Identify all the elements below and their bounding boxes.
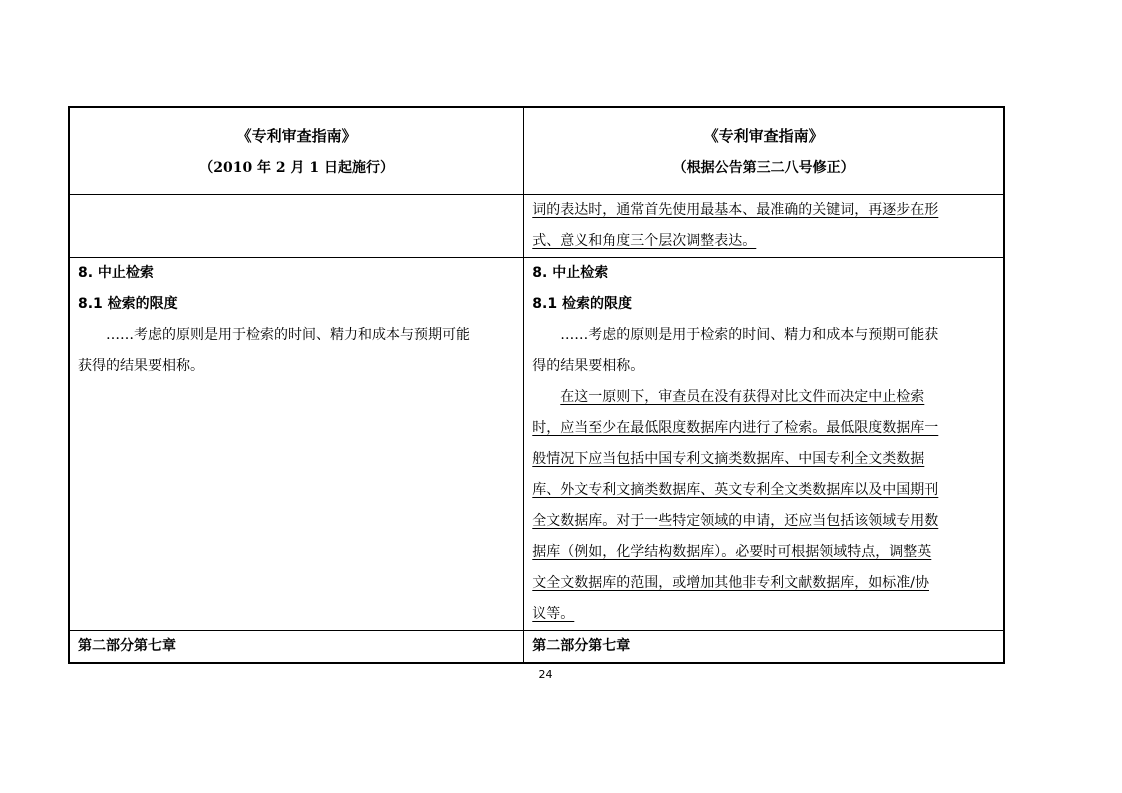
continuation-line: 式、意义和角度三个层次调整表达。 [532,233,757,249]
section-heading: 8. 中止检索 [532,265,609,281]
table-header-row [69,107,1004,195]
left-header-cell [69,107,524,195]
right-header-title: 《专利审查指南》 [703,127,824,145]
subsection-heading: 8.1 检索的限度 [532,296,632,312]
added-paragraph-line: 据库（例如，化学结构数据库）。必要时可根据领域特点，调整英 [532,544,932,560]
paragraph-line: ……考虑的原则是用于检索的时间、精力和成本与预期可能 [106,327,470,343]
right-header-cell [524,107,1004,195]
paragraph-line: 得的结果要相称。 [532,358,645,374]
continuation-line: 词的表达时，通常首先使用最基本、最准确的关键词，再逐步在形 [532,202,939,218]
table-row [69,258,1004,631]
added-paragraph-line: 全文数据库。对于一些特定领域的申请，还应当包括该领域专用数 [532,513,939,529]
left-cell-empty [69,195,524,258]
table-row [69,631,1004,664]
left-cell-section [69,258,524,631]
right-cell-part-label [524,631,1004,664]
added-paragraph-line: 般情况下应当包括中国专利文摘类数据库、中国专利全文类数据 [532,451,925,467]
right-cell-continuation [524,195,1004,258]
part-chapter-label: 第二部分第七章 [532,638,631,654]
added-paragraph-line: 库、外文专利文摘类数据库、英文专利全文类数据库以及中国期刊 [532,482,939,498]
comparison-table [68,106,1005,664]
right-cell-section [524,258,1004,631]
added-paragraph-line: 议等。 [532,606,575,622]
paragraph-line: ……考虑的原则是用于检索的时间、精力和成本与预期可能获 [560,327,939,343]
left-header-subtitle: （2010 年 2 月 1 日起施行） [199,160,395,176]
section-heading: 8. 中止检索 [78,265,154,281]
table-row [69,195,1004,258]
added-paragraph-line: 时，应当至少在最低限度数据库内进行了检索。最低限度数据库一 [532,420,939,436]
paragraph-line: 获得的结果要相称。 [78,358,204,374]
left-cell-part-label [69,631,524,664]
added-paragraph-line: 在这一原则下，审查员在没有获得对比文件而决定中止检索 [560,389,925,405]
added-paragraph-line: 文全文数据库的范围，或增加其他非专利文献数据库，如标准/协 [532,575,929,591]
left-header-title: 《专利审查指南》 [236,127,357,145]
part-chapter-label: 第二部分第七章 [78,638,176,654]
right-header-subtitle: （根据公告第三二八号修正） [672,160,855,176]
subsection-heading: 8.1 检索的限度 [78,296,178,312]
page-number: 24 [538,668,553,681]
